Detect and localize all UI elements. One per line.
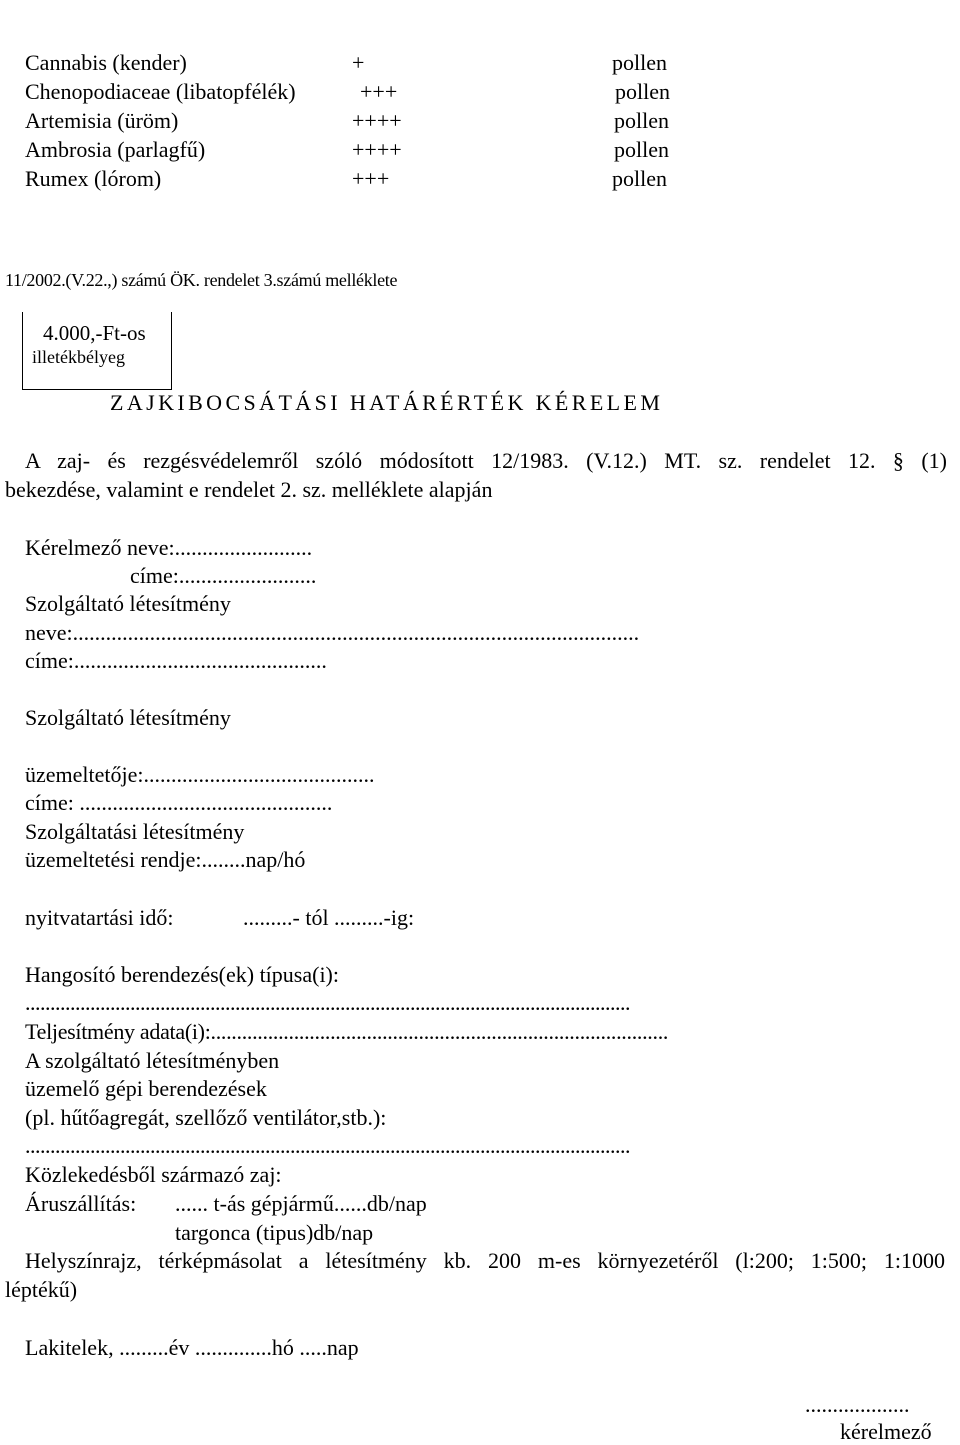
speakers-field: .........................................................................................................................: [25, 990, 630, 1015]
power-field: Teljesítmény adata(i):........................................................................................: [25, 1019, 669, 1044]
applicant-name-field: Kérelmező neve:.........................: [25, 535, 313, 560]
applicant-address-field: címe:.........................: [130, 563, 317, 588]
machines-line-3: (pl. hűtőagregát, szellőző ventilátor,stb.):: [25, 1105, 387, 1130]
pollen-type: pollen: [614, 108, 669, 133]
pollen-level: +: [352, 50, 365, 75]
pollen-level: +++: [352, 166, 390, 191]
signature-line: ...................: [805, 1392, 910, 1417]
operating-order-field: üzemeltetési rendje:........nap/hó: [25, 847, 306, 872]
annex-reference: 11/2002.(V.22.,) számú ÖK. rendelet 3.számú melléklete: [5, 270, 398, 290]
opening-hours-label: nyitvatartási idő:: [25, 905, 174, 930]
delivery-field: ...... t-ás gépjármű......db/nap: [175, 1191, 427, 1216]
facility-address-field: címe:..............................................: [25, 648, 327, 673]
stamp-label: illetékbélyeg: [32, 347, 125, 367]
pollen-name: Chenopodiaceae (libatopfélék): [25, 79, 296, 104]
page-title: ZAJKIBOCSÁTÁSI HATÁRÉRTÉK KÉRELEM: [110, 390, 664, 415]
operator-address-field: címe: ..............................................: [25, 790, 333, 815]
pollen-level: ++++: [352, 137, 402, 162]
pollen-level: ++++: [352, 108, 402, 133]
stamp-amount: 4.000,-Ft-os: [43, 321, 146, 345]
pollen-name: Ambrosia (parlagfű): [25, 137, 206, 162]
facility-name-field: neve:.......................................................................................................: [25, 620, 640, 645]
intro-line-2: bekezdése, valamint e rendelet 2. sz. melléklete alapján: [5, 477, 493, 502]
place-date-field: Lakitelek, .........év ..............hó .....nap: [25, 1335, 359, 1360]
service-facility-label: Szolgáltatási létesítmény: [25, 819, 245, 844]
pollen-type: pollen: [615, 79, 670, 104]
pollen-type: pollen: [614, 137, 669, 162]
intro-line-1: A zaj- és rezgésvédelemről szóló módosított 12/1983. (V.12.) MT. sz. rendelet 12. § (1): [25, 448, 947, 473]
pollen-type: pollen: [612, 50, 667, 75]
machines-line-2: üzemelő gépi berendezések: [25, 1076, 267, 1101]
machines-field: .........................................................................................................................: [25, 1133, 630, 1158]
site-plan-line-2: léptékű): [5, 1277, 78, 1302]
speakers-label: Hangosító berendezés(ek) típusa(i):: [25, 962, 339, 987]
site-plan-line-1: Helyszínrajz, térképmásolat a létesítmény kb. 200 m-es környezetéről (l:200; 1:500; 1:1000: [25, 1248, 945, 1273]
machines-line-1: A szolgáltató létesítményben: [25, 1048, 280, 1073]
operator-field: üzemeltetője:..........................................: [25, 762, 375, 787]
pollen-name: Rumex (lórom): [25, 166, 162, 191]
pollen-level: +++: [360, 79, 398, 104]
pollen-name: Artemisia (üröm): [25, 108, 179, 133]
signature-label: kérelmező: [840, 1419, 932, 1444]
delivery-label: Áruszállítás:: [25, 1191, 137, 1216]
traffic-noise-label: Közlekedésből származó zaj:: [25, 1162, 282, 1187]
forklift-field: targonca (tipus)db/nap: [175, 1220, 374, 1245]
facility-label: Szolgáltató létesítmény: [25, 591, 231, 616]
opening-hours-field: .........- tól .........-ig:: [243, 905, 415, 930]
pollen-name: Cannabis (kender): [25, 50, 187, 75]
pollen-type: pollen: [612, 166, 667, 191]
operator-heading: Szolgáltató létesítmény: [25, 705, 231, 730]
